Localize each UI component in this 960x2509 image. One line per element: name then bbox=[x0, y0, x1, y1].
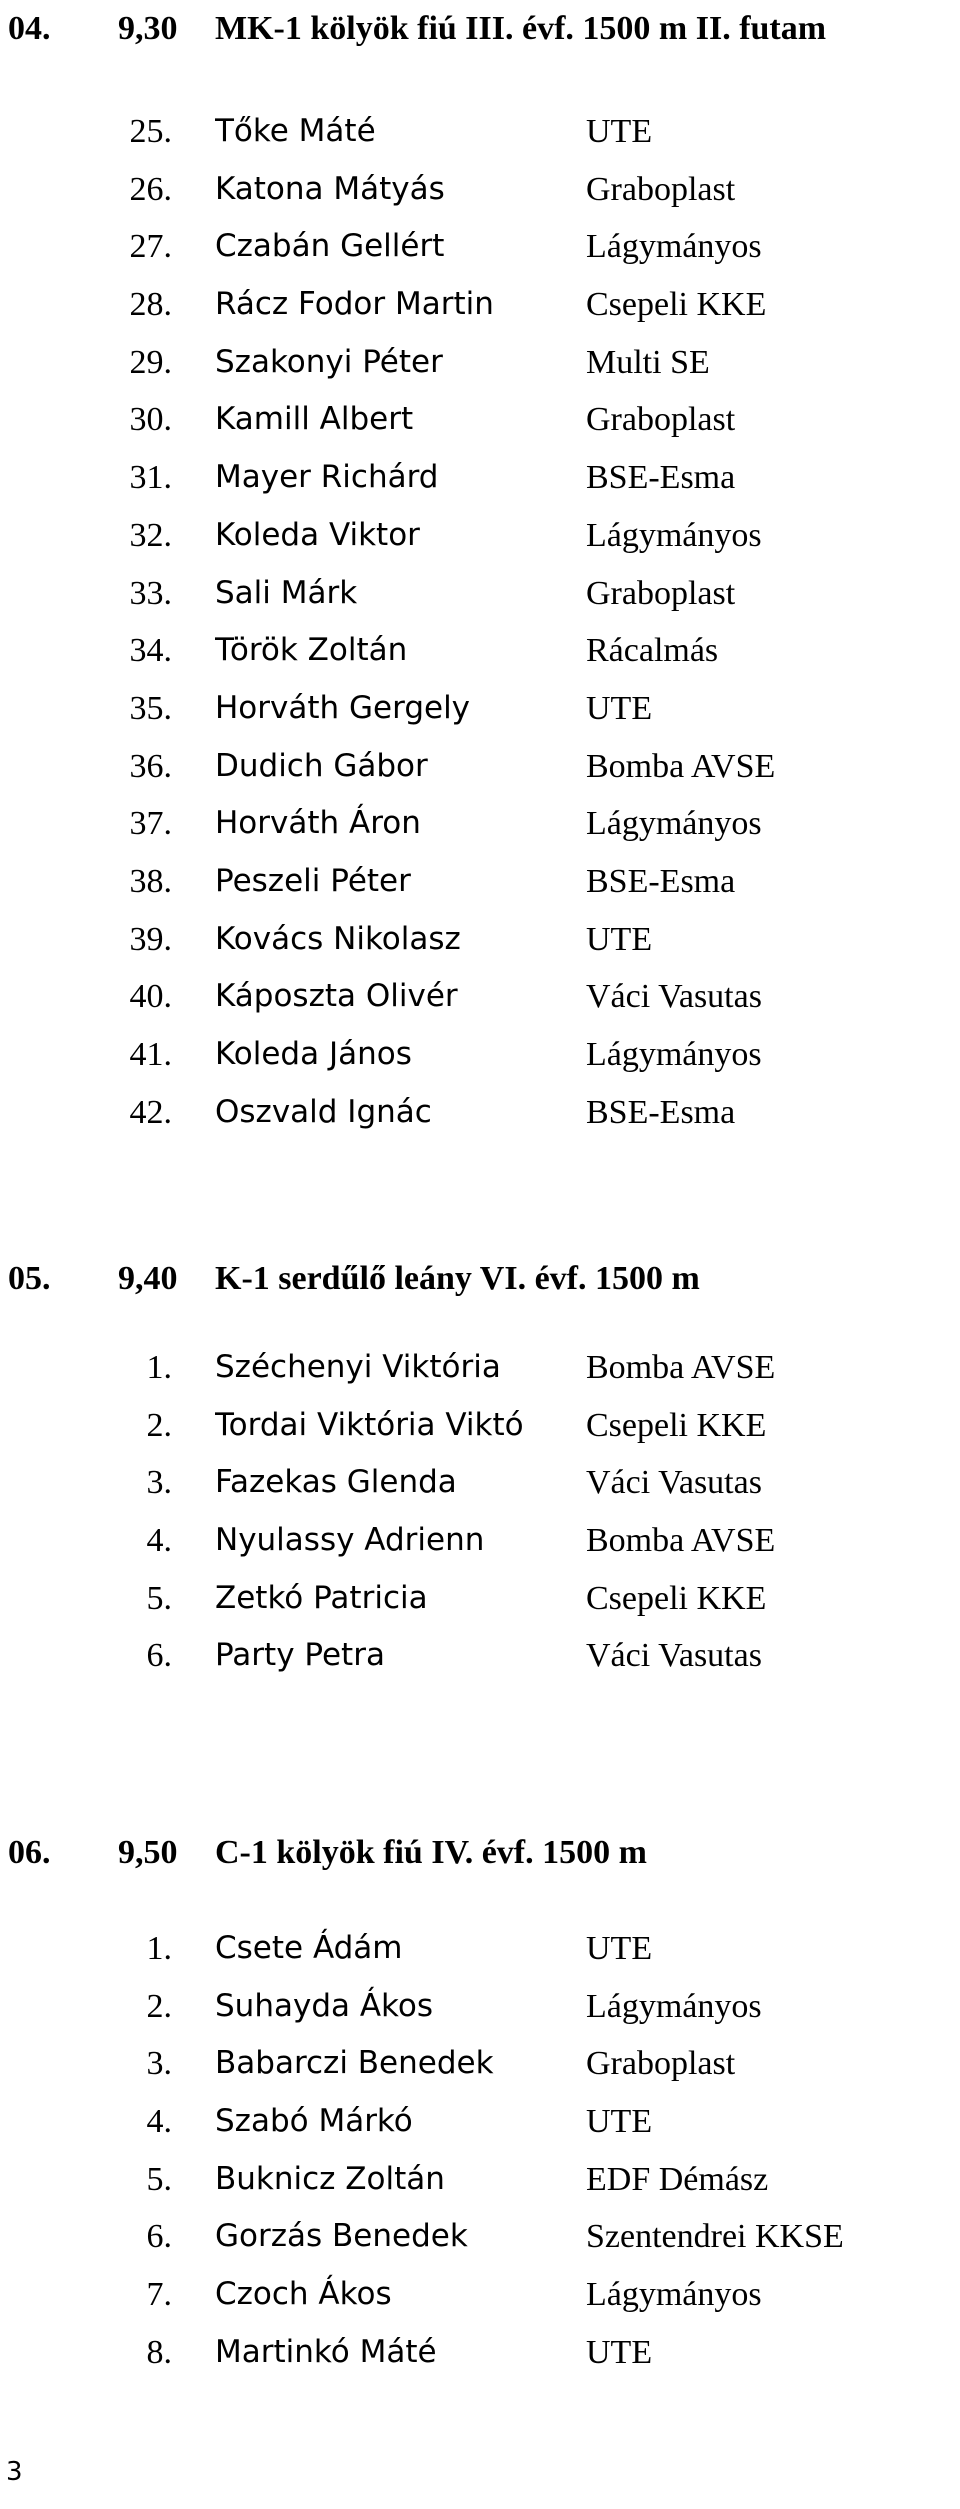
entry-place: 39. bbox=[129, 920, 172, 958]
entry-club: Graboplast bbox=[586, 170, 736, 208]
entry-place: 40. bbox=[129, 978, 172, 1016]
entry-place: 2. bbox=[146, 1987, 172, 2025]
entry-name: Horváth Gergely bbox=[215, 689, 471, 726]
event-section-05 bbox=[0, 1250, 960, 1675]
event-header bbox=[0, 1250, 960, 1308]
entry-place: 2. bbox=[146, 1406, 172, 1444]
entry-club: Lágymányos bbox=[586, 2276, 762, 2314]
entry-name: Rácz Fodor Martin bbox=[215, 286, 494, 323]
list-item bbox=[0, 1570, 960, 1628]
list-item bbox=[0, 1339, 960, 1397]
list-item bbox=[0, 1084, 960, 1142]
list-item bbox=[0, 2035, 960, 2093]
event-header bbox=[0, 0, 960, 58]
list-item bbox=[0, 161, 960, 219]
entry-club: Graboplast bbox=[586, 574, 736, 612]
entry-club: Lágymányos bbox=[586, 1987, 762, 2025]
entry-name: Zetkó Patricia bbox=[215, 1579, 428, 1616]
entry-club: Csepeli KKE bbox=[586, 1406, 767, 1444]
entry-place: 6. bbox=[146, 2218, 172, 2256]
list-item bbox=[0, 334, 960, 392]
list-item bbox=[0, 507, 960, 565]
entry-place: 6. bbox=[146, 1637, 172, 1675]
entry-club: Csepeli KKE bbox=[586, 286, 767, 324]
entry-name: Tőke Máté bbox=[215, 113, 376, 149]
entry-name: Tordai Viktória Viktó bbox=[215, 1406, 524, 1443]
event-time: 9,40 bbox=[118, 1260, 178, 1297]
entry-name: Martinkó Máté bbox=[215, 2333, 437, 2370]
event-title: MK-1 kölyök fiú III. évf. 1500 m II. futam bbox=[215, 10, 827, 47]
entry-club: UTE bbox=[586, 2333, 653, 2371]
entry-list bbox=[0, 1920, 960, 2382]
list-item bbox=[0, 2266, 960, 2324]
entry-name: Koleda János bbox=[215, 1036, 412, 1072]
entry-name: Szakonyi Péter bbox=[215, 343, 443, 380]
entry-club: Csepeli KKE bbox=[586, 1579, 767, 1617]
entry-place: 27. bbox=[129, 228, 172, 266]
event-section-04 bbox=[0, 0, 960, 1131]
event-number: 05. bbox=[8, 1260, 51, 1297]
entry-name: Horváth Áron bbox=[215, 805, 421, 842]
event-title: K-1 serdűlő leány VI. évf. 1500 m bbox=[215, 1260, 700, 1297]
event-time: 9,30 bbox=[118, 10, 178, 47]
list-item bbox=[0, 1920, 960, 1978]
entry-name: Szabó Márkó bbox=[215, 2103, 413, 2140]
entry-name: Csete Ádám bbox=[215, 1930, 403, 1966]
entry-name: Kovács Nikolasz bbox=[215, 920, 461, 957]
list-item bbox=[0, 738, 960, 796]
list-item bbox=[0, 795, 960, 853]
entry-place: 3. bbox=[146, 1464, 172, 1502]
entry-club: Váci Vasutas bbox=[586, 978, 762, 1016]
list-item bbox=[0, 2208, 960, 2266]
list-item bbox=[0, 2093, 960, 2151]
entry-place: 4. bbox=[146, 1522, 172, 1560]
entry-name: Sali Márk bbox=[215, 574, 358, 611]
entry-club: Bomba AVSE bbox=[586, 1522, 776, 1560]
entry-club: UTE bbox=[586, 2103, 653, 2141]
entry-list bbox=[0, 1339, 960, 1685]
list-item bbox=[0, 1978, 960, 2036]
entry-club: UTE bbox=[586, 920, 653, 958]
entry-club: Lágymányos bbox=[586, 805, 762, 843]
entry-club: BSE-Esma bbox=[586, 1093, 736, 1131]
entry-place: 25. bbox=[129, 113, 172, 150]
list-item bbox=[0, 2151, 960, 2209]
entry-name: Széchenyi Viktória bbox=[215, 1349, 501, 1385]
entry-place: 7. bbox=[146, 2276, 172, 2314]
entry-place: 28. bbox=[129, 286, 172, 324]
entry-name: Peszeli Péter bbox=[215, 862, 411, 899]
entry-name: Kamill Albert bbox=[215, 401, 414, 438]
entry-club: Bomba AVSE bbox=[586, 1349, 776, 1386]
entry-club: Váci Vasutas bbox=[586, 1637, 762, 1675]
entry-name: Suhayda Ákos bbox=[215, 1987, 434, 2024]
entry-place: 36. bbox=[129, 747, 172, 785]
entry-club: Szentendrei KKSE bbox=[586, 2218, 844, 2256]
entry-club: UTE bbox=[586, 113, 653, 150]
entry-place: 38. bbox=[129, 862, 172, 900]
list-item bbox=[0, 1454, 960, 1512]
entry-name: Mayer Richárd bbox=[215, 459, 439, 496]
entry-club: Bomba AVSE bbox=[586, 747, 776, 785]
entry-place: 29. bbox=[129, 343, 172, 381]
page-number: 3 bbox=[6, 2457, 23, 2487]
entry-name: Gorzás Benedek bbox=[215, 2218, 468, 2255]
entry-name: Buknicz Zoltán bbox=[215, 2160, 445, 2197]
entry-list bbox=[0, 103, 960, 1141]
entry-name: Party Petra bbox=[215, 1637, 385, 1674]
entry-name: Török Zoltán bbox=[215, 632, 408, 669]
entry-club: Graboplast bbox=[586, 401, 736, 439]
entry-club: Lágymányos bbox=[586, 228, 762, 266]
entry-club: Lágymányos bbox=[586, 1036, 762, 1073]
entry-place: 37. bbox=[129, 805, 172, 843]
event-number: 06. bbox=[8, 1834, 51, 1871]
entry-place: 1. bbox=[146, 1349, 172, 1386]
entry-place: 42. bbox=[129, 1093, 172, 1131]
entry-place: 33. bbox=[129, 574, 172, 612]
entry-club: UTE bbox=[586, 1930, 653, 1967]
list-item bbox=[0, 1627, 960, 1685]
entry-name: Czabán Gellért bbox=[215, 228, 445, 265]
entry-place: 5. bbox=[146, 1579, 172, 1617]
list-item bbox=[0, 622, 960, 680]
list-item bbox=[0, 1026, 960, 1084]
event-header bbox=[0, 1824, 960, 1882]
list-item bbox=[0, 911, 960, 969]
entry-name: Katona Mátyás bbox=[215, 170, 445, 207]
list-item bbox=[0, 1512, 960, 1570]
event-section-06 bbox=[0, 1824, 960, 2371]
entry-club: BSE-Esma bbox=[586, 862, 736, 900]
entry-place: 35. bbox=[129, 689, 172, 727]
event-number: 04. bbox=[8, 10, 51, 47]
entry-club: Lágymányos bbox=[586, 516, 762, 554]
entry-place: 4. bbox=[146, 2103, 172, 2141]
entry-club: Graboplast bbox=[586, 2045, 736, 2083]
event-time: 9,50 bbox=[118, 1834, 178, 1871]
entry-club: Váci Vasutas bbox=[586, 1464, 762, 1502]
entry-name: Czoch Ákos bbox=[215, 2276, 392, 2313]
entry-place: 34. bbox=[129, 632, 172, 670]
list-item bbox=[0, 968, 960, 1026]
entry-place: 30. bbox=[129, 401, 172, 439]
entry-place: 1. bbox=[146, 1930, 172, 1967]
list-item bbox=[0, 565, 960, 623]
entry-club: Rácalmás bbox=[586, 632, 719, 670]
entry-name: Koleda Viktor bbox=[215, 516, 420, 553]
entry-place: 5. bbox=[146, 2160, 172, 2198]
list-item bbox=[0, 276, 960, 334]
entry-name: Káposzta Olivér bbox=[215, 978, 458, 1015]
list-item bbox=[0, 449, 960, 507]
entry-name: Nyulassy Adrienn bbox=[215, 1522, 485, 1559]
entry-club: Multi SE bbox=[586, 343, 710, 381]
event-title: C-1 kölyök fiú IV. évf. 1500 m bbox=[215, 1834, 647, 1871]
list-item bbox=[0, 218, 960, 276]
entry-name: Babarczi Benedek bbox=[215, 2045, 494, 2082]
list-item bbox=[0, 103, 960, 161]
entry-place: 31. bbox=[129, 459, 172, 497]
entry-place: 3. bbox=[146, 2045, 172, 2083]
entry-name: Fazekas Glenda bbox=[215, 1464, 457, 1501]
entry-club: BSE-Esma bbox=[586, 459, 736, 497]
entry-name: Oszvald Ignác bbox=[215, 1093, 432, 1130]
entry-place: 32. bbox=[129, 516, 172, 554]
list-item bbox=[0, 2324, 960, 2382]
entry-club: UTE bbox=[586, 689, 653, 727]
entry-place: 26. bbox=[129, 170, 172, 208]
entry-name: Dudich Gábor bbox=[215, 747, 428, 784]
entry-place: 41. bbox=[129, 1036, 172, 1073]
list-item bbox=[0, 680, 960, 738]
list-item bbox=[0, 391, 960, 449]
entry-club: EDF Démász bbox=[586, 2160, 769, 2198]
list-item bbox=[0, 853, 960, 911]
entry-place: 8. bbox=[146, 2333, 172, 2371]
list-item bbox=[0, 1397, 960, 1455]
